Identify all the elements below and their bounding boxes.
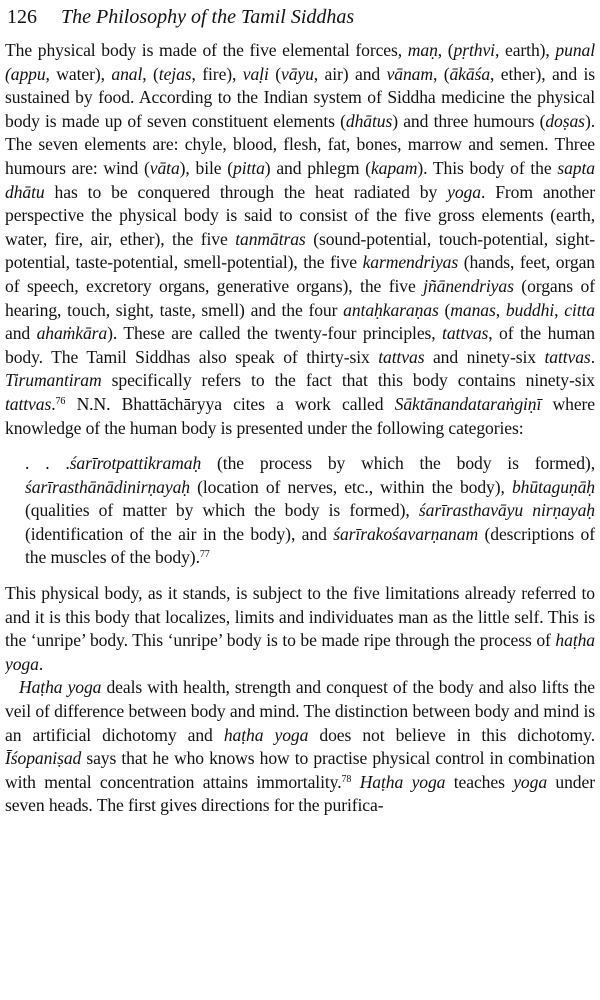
italic-term: tattvas <box>5 393 52 414</box>
italic-term: vāta <box>149 157 180 178</box>
italic-term: śarīrotpattikramaḥ <box>69 453 202 474</box>
italic-term: Haṭha yoga <box>19 677 102 698</box>
text-run: , fire), <box>191 63 243 84</box>
text-run: teaches <box>445 771 514 792</box>
text-run: The physical body is made of the five elemental forces, <box>5 40 408 60</box>
text-run: , water), <box>45 63 112 84</box>
page-header <box>5 0 595 39</box>
text-run: says that he who knows how to practise physical control in combination with mental concentration attains immortality. <box>5 748 595 792</box>
text-run: ( <box>438 299 451 320</box>
text-run: This physical body, as it stands, is subject to the five limitations already referred to and it is this body that localizes, limits and individuates man as the little self. This is the ‘unripe’ body. This ‘unripe’ body is to be made ripe through the process of <box>5 583 595 651</box>
italic-term: maṇ <box>407 40 438 60</box>
text-run: (sound-potential, touch-potential, sight-potential, taste-potential, smell-potential), the five <box>5 228 595 273</box>
quote-text <box>25 452 595 570</box>
italic-term: ākāśa <box>449 63 491 84</box>
italic-term: karmendriyas <box>362 252 459 273</box>
running-title: The Philosophy of the Tamil Siddhas <box>61 6 355 28</box>
italic-term: Īśopaniṣad <box>5 748 82 769</box>
text-run: ) and phlegm ( <box>264 157 371 178</box>
text-run: (the process by which the body is formed), <box>201 453 595 474</box>
text-run: . <box>590 346 595 367</box>
italic-term: anal <box>111 63 143 84</box>
text-run: , air) and <box>313 63 387 84</box>
italic-term: pitta <box>233 157 265 178</box>
text-run: ) and three humours ( <box>392 110 546 131</box>
text-run: . <box>51 393 56 414</box>
block-quote <box>25 452 595 570</box>
italic-term: buddhi <box>505 299 555 320</box>
book-page <box>5 0 595 1000</box>
italic-term: tattvas <box>378 346 425 367</box>
italic-term: tanmātras <box>235 228 306 249</box>
footnote-ref: 78 <box>341 773 352 785</box>
italic-term: śarīrasthavāyu nirṇayaḥ <box>418 500 595 521</box>
italic-term: śarīrakośavarṇanam <box>333 523 479 544</box>
text-run: , of the human body. The Tamil Siddhas also speak of thirty-six <box>5 323 595 367</box>
text-run: and <box>5 323 37 344</box>
text-run: , earth), <box>494 40 556 60</box>
text-run: ), bile ( <box>179 157 234 178</box>
text-run: does not believe in this dichotomy. <box>308 724 595 745</box>
italic-term: jñānendriyas <box>423 275 514 296</box>
italic-term: vaḷi <box>242 63 269 84</box>
italic-term: tattvas <box>544 346 591 367</box>
italic-term: doṣas <box>545 110 585 131</box>
italic-term: tattvas <box>442 323 489 344</box>
paragraph-2 <box>5 582 595 676</box>
text-run: (location of nerves, etc., within the body), <box>189 476 512 497</box>
italic-term: ahaṁkāra <box>36 323 108 344</box>
italic-term: kapam <box>370 157 418 178</box>
italic-term: antaḥkaraṇas <box>343 299 439 320</box>
italic-term: haṭha yoga <box>223 724 309 745</box>
text-run <box>351 772 359 792</box>
italic-term: citta <box>564 299 595 320</box>
text-run: , ether), and is sustained by food. According to the Indian system of Siddha medicine the physical body is made up of seven constituent elements ( <box>5 63 595 131</box>
text-run: ). The seven elements are: chyle, blood, flesh, fat, bones, marrow and semen. Three humours are: wind ( <box>5 110 595 178</box>
text-run: has to be conquered through the heat radiated by <box>44 181 448 202</box>
paragraph-1 <box>5 39 595 440</box>
text-run: , ( <box>437 40 454 60</box>
italic-term: dhātus <box>345 110 393 131</box>
italic-term: Haṭha yoga <box>359 771 446 792</box>
italic-term: yoga <box>513 771 548 792</box>
text-run: . From another perspective the physical body is said to consist of the five gross elements (earth, water, fire, air, ether), the five <box>5 181 595 249</box>
text-run: , ( <box>432 63 450 84</box>
italic-term: Sāktānandataraṅgiṇī <box>394 393 542 414</box>
text-run: (hands, feet, organ of speech, excretory organs, generative organs), the five <box>5 252 595 296</box>
italic-term: vānam <box>386 63 433 84</box>
text-run: deals with health, strength and conquest of the body and also lifts the veil of difference between body and mind. The distinction between body and mind is an artificial dichotomy and <box>5 677 595 745</box>
text-run: , ( <box>142 63 159 84</box>
text-run: , <box>495 299 506 320</box>
text-run: ). This body of the <box>417 157 558 178</box>
italic-term: yoga <box>447 181 481 202</box>
text-run: N.N. Bhattāchāryya cites a work called <box>65 393 395 414</box>
italic-term: śarīrasthānādinirṇayaḥ <box>25 476 190 497</box>
text-run: ). These are called the twenty-four principles, <box>107 323 443 344</box>
text-run: , <box>554 299 565 320</box>
text-run: under seven heads. The first gives directions for the purifica- <box>5 771 595 816</box>
italic-term: bhūtaguṇāḥ <box>511 476 595 497</box>
italic-term: punal (appu <box>5 40 595 84</box>
footnote-ref: 77 <box>199 549 210 561</box>
text-run: . . . <box>25 453 70 474</box>
text-run: and ninety-six <box>424 346 545 367</box>
italic-term: Tirumantiram <box>5 370 102 391</box>
text-run: specifically refers to the fact that this body contains ninety-six <box>101 370 595 391</box>
paragraph-3 <box>5 676 595 818</box>
text-run: . <box>38 653 44 674</box>
text-run: (descriptions of the muscles of the body). <box>25 523 595 568</box>
page-number: 126 <box>7 6 37 28</box>
text-run: ( <box>268 63 281 84</box>
body-text <box>5 39 595 818</box>
italic-term: haṭha yoga <box>5 630 595 674</box>
text-run: (identification of the air in the body), and <box>25 523 334 544</box>
text-run: where knowledge of the human body is presented under the following categories: <box>5 393 595 438</box>
italic-term: vāyu <box>280 63 314 84</box>
footnote-ref: 76 <box>55 395 66 407</box>
italic-term: manas <box>450 299 496 320</box>
italic-term: sapta dhātu <box>5 157 595 202</box>
italic-term: tejas <box>158 63 192 84</box>
text-run: (organs of hearing, touch, sight, taste, smell) and the four <box>5 275 595 320</box>
italic-term: pṛthvi <box>453 40 495 60</box>
text-run: (qualities of matter by which the body is formed), <box>25 500 419 521</box>
